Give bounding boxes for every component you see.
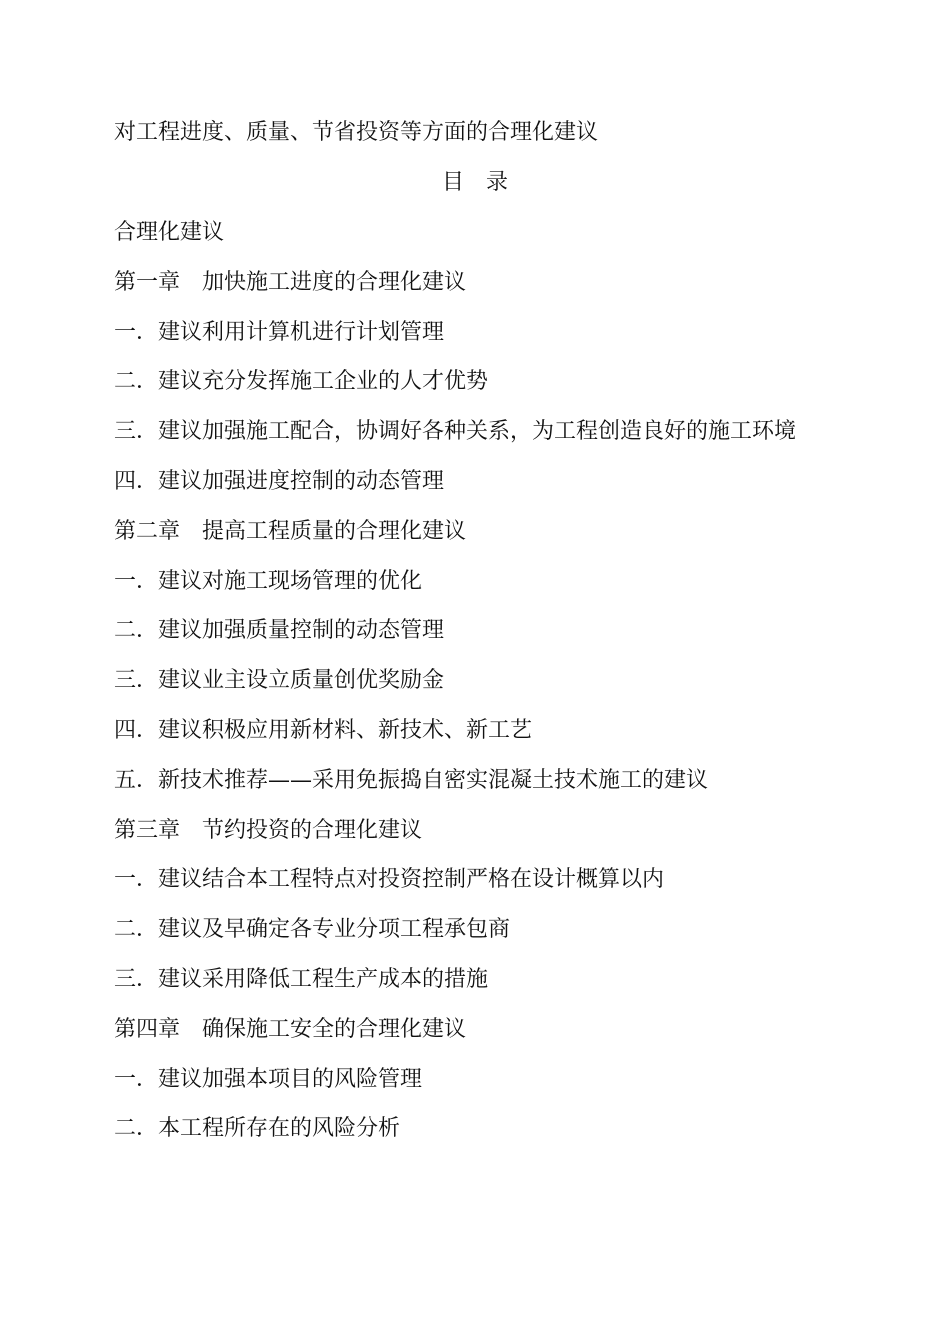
toc-entry: 一．建议对施工现场管理的优化 [114, 568, 423, 594]
toc-entry: 四．建议积极应用新材料、新技术、新工艺 [114, 717, 533, 743]
toc-list [114, 217, 894, 1163]
toc-chapter-4: 第四章 确保施工安全的合理化建议 [114, 1016, 467, 1042]
toc-entry: 五．新技术推荐——采用免振捣自密实混凝土技术施工的建议 [114, 767, 709, 793]
toc-entry: 二．本工程所存在的风险分析 [114, 1116, 401, 1142]
toc-entry: 二．建议充分发挥施工企业的人才优势 [114, 369, 489, 395]
toc-heading: 目 录 [441, 170, 508, 195]
toc-entry: 三．建议采用降低工程生产成本的措施 [114, 966, 489, 992]
toc-entry: 三．建议加强施工配合，协调好各种关系，为工程创造良好的施工环境 [114, 419, 797, 445]
toc-entry: 四．建议加强进度控制的动态管理 [114, 468, 445, 494]
toc-entry: 一．建议加强本项目的风险管理 [114, 1066, 423, 1092]
toc-entry: 一．建议利用计算机进行计划管理 [114, 319, 445, 345]
document-title: 对工程进度、质量、节省投资等方面的合理化建议 [114, 120, 599, 145]
toc-chapter-3: 第三章 节约投资的合理化建议 [114, 817, 423, 843]
toc-entry: 三．建议业主设立质量创优奖励金 [114, 668, 445, 694]
toc-chapter-2: 第二章 提高工程质量的合理化建议 [114, 518, 467, 544]
toc-entry: 二．建议及早确定各专业分项工程承包商 [114, 917, 511, 943]
toc-entry: 合理化建议 [114, 220, 225, 245]
toc-chapter-1: 第一章 加快施工进度的合理化建议 [114, 269, 467, 295]
toc-entry: 二．建议加强质量控制的动态管理 [114, 618, 445, 644]
toc-entry: 一．建议结合本工程特点对投资控制严格在设计概算以内 [114, 867, 665, 893]
